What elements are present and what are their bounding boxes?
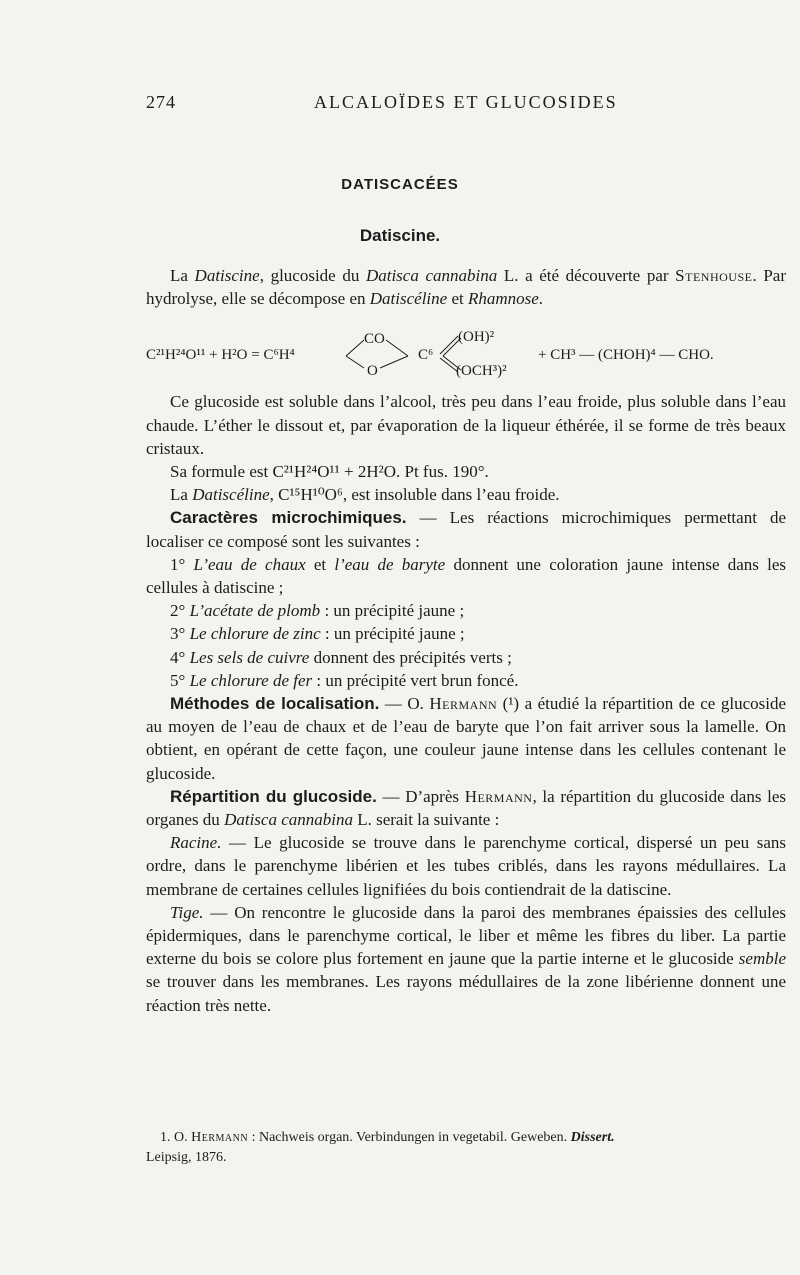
- formula-o: O: [367, 363, 378, 380]
- reaction-item: 3° Le chlorure de zinc : un précipité jaune ;: [170, 624, 465, 644]
- racine-paragraph: Racine. — Le glucoside se trouve dans le parenchyme cortical, dispersé un peu sans ordre, dans le parenchyme libérien et les tubes criblés, dans les rayons médullaires. La membrane de certaines cellules lignifiées du bois contiendrait de la datiscine.: [146, 833, 786, 899]
- micro-paragraph: Caractères microchimiques. — Les réactions microchimiques permettant de localiser ce composé sont les suivantes :: [146, 508, 787, 551]
- reaction-item: 4° Les sels de cuivre donnent des précipités verts ;: [170, 647, 512, 667]
- tige-paragraph: Tige. — On rencontre le glucoside dans la paroi des membranes épaissies des cellules épidermiques, dans le parenchyme cortical, le liber et même les fibres du liber. La partie externe du bois se colore plus fortement en jaune que la partie interne et le glucoside semble se trouver dans les membranes. Les rayons médullaires de la zone libérienne donnent une réaction très nette.: [146, 902, 786, 1015]
- datisceline-paragraph: La Datiscéline, C¹⁵H¹⁰O⁶, est insoluble dans l’eau froide.: [170, 485, 560, 505]
- racine-label: Racine.: [170, 833, 222, 853]
- page-number: 274: [146, 92, 176, 112]
- family-heading: DATISCACÉES: [341, 176, 459, 193]
- running-title: ALCALOÏDES ET GLUCOSIDES: [314, 92, 618, 112]
- reaction-item: 1° L’eau de chaux et l’eau de baryte donnent une coloration jaune intense dans les cellules à datiscine ;: [146, 554, 787, 598]
- body-text: [146, 264, 786, 1017]
- methodes-paragraph: Méthodes de localisation. — O. Hermann (¹) a étudié la répartition de ce glucoside au moyen de l’eau de chaux et de l’eau de baryte que l’on fait arriver sous la lamelle. On obtient, en opérant de cette façon, une couleur jaune intense dans les cellules contenant le glucoside.: [146, 694, 786, 783]
- solubility-paragraph: Ce glucoside est soluble dans l’alcool, très peu dans l’eau froide, plus soluble dans l’eau chaude. L’éther le dissout et, par évaporation de la liqueur éthérée, il se forme de très beaux cristaux.: [146, 392, 786, 458]
- repartition-heading: Répartition du glucoside.: [170, 786, 377, 806]
- repartition-paragraph: Répartition du glucoside. — D’après Hermann, la répartition du glucoside dans les organes du Datisca cannabina L. serait la suivante :: [146, 786, 787, 830]
- formula-och: (OCH³)²: [456, 363, 507, 380]
- micro-heading: Caractères microchimiques.: [170, 508, 407, 528]
- hydrolysis-formula: [146, 316, 786, 380]
- intro-paragraph: La Datiscine, glucoside du Datisca cannabina L. a été découverte par Stenhouse. Par hydrolyse, elle se décompose en Datiscéline et Rhamnose.: [146, 266, 786, 309]
- footnote: 1. O. Hermann : Nachweis organ. Verbindungen in vegetabil. Geweben. Dissert. Leipsig, 1876.: [146, 1130, 615, 1165]
- reaction-item: 5° Le chlorure de fer : un précipité vert brun foncé.: [170, 670, 519, 690]
- reaction-item: 2° L’acétate de plomb : un précipité jaune ;: [170, 601, 465, 621]
- formula-lhs: C²¹H²⁴O¹¹ + H²O = C⁶H⁴: [146, 347, 295, 364]
- tige-label: Tige.: [170, 902, 204, 922]
- section-title: Datiscine.: [359, 226, 441, 245]
- formula-paragraph: Sa formule est C²¹H²⁴O¹¹ + 2H²O. Pt fus. 190°.: [170, 462, 489, 482]
- formula-rhs: + CH³ — (CHOH)⁴ — CHO.: [538, 347, 714, 364]
- methodes-heading: Méthodes de localisation.: [170, 694, 380, 714]
- formula-oh: (OH)²: [458, 329, 495, 346]
- formula-c6: C⁶: [418, 347, 434, 364]
- formula-co: CO: [364, 331, 385, 348]
